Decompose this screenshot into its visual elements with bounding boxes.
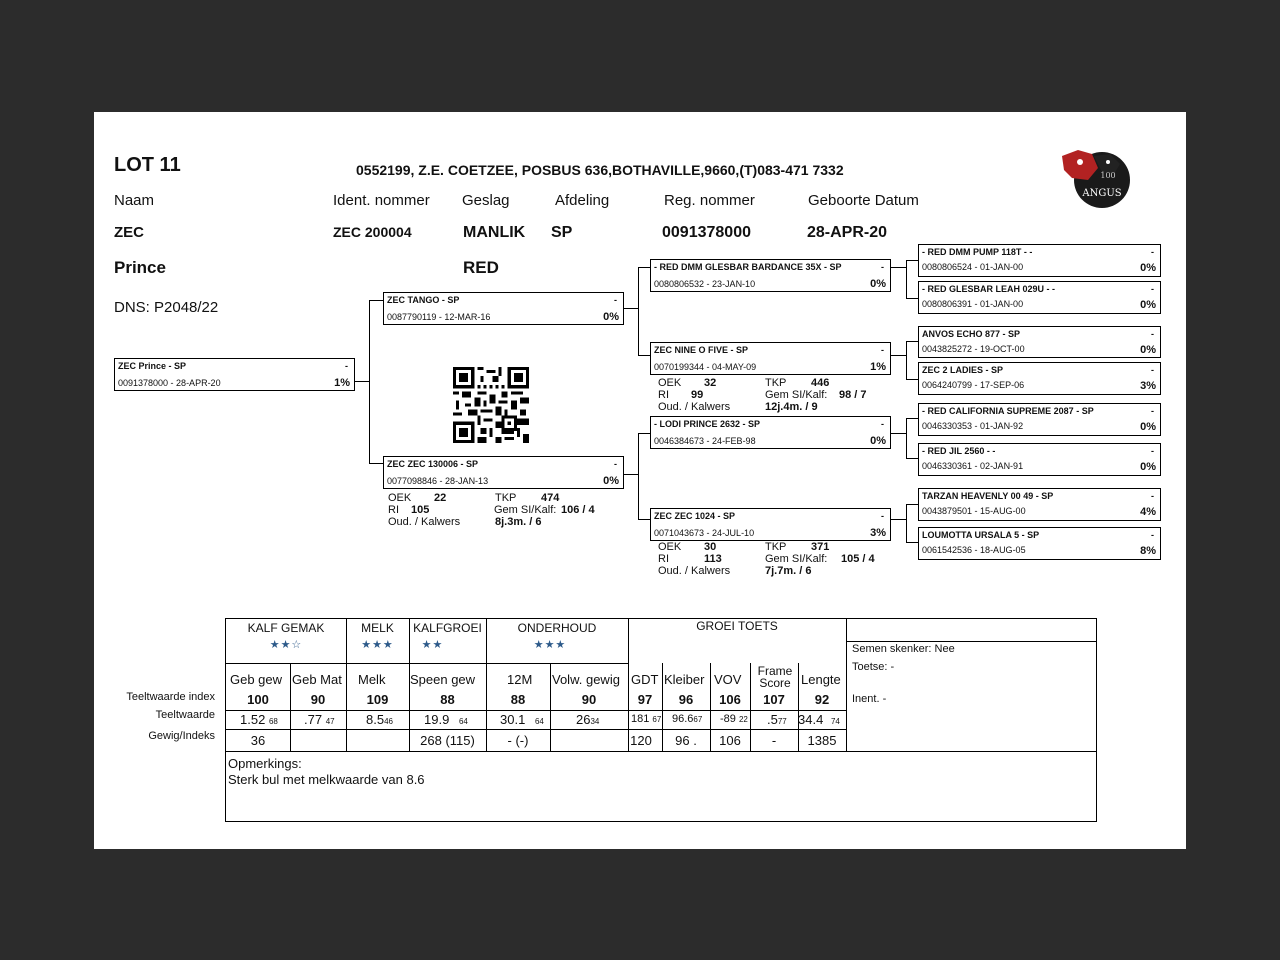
- teelt-vov: -89 22: [720, 713, 748, 725]
- lot-number: LOT 11: [114, 154, 181, 176]
- gewig-vov: 106: [719, 733, 741, 748]
- toetse: Toetse: -: [852, 661, 895, 673]
- gewig-frame: -: [771, 733, 777, 748]
- gewig-speen: 268 (115): [420, 733, 475, 748]
- col-kleiber: Kleiber: [664, 672, 705, 687]
- qr-code: [451, 367, 531, 443]
- pedigree-g5: - RED CALIFORNIA SUPREME 2087 - SP - 0046330353 - 01-JAN-92 0%: [918, 403, 1161, 436]
- teelt-melk: 8.546: [366, 712, 393, 727]
- pedigree-sire-sire: - RED DMM GLESBAR BARDANCE 35X - SP - 0080806532 - 23-JAN-10 0%: [650, 259, 891, 292]
- pedigree-dam: ZEC ZEC 130006 - SP - 0077098846 - 28-JAN-13 0%: [383, 456, 624, 489]
- index-volw: 90: [581, 692, 597, 707]
- col-melk: Melk: [358, 672, 386, 687]
- teelt-volw: 2634: [576, 712, 600, 727]
- index-12m: 88: [510, 692, 526, 707]
- pedigree-dam-sire: - LODI PRINCE 2632 - SP - 0046384673 - 24-FEB-98 0%: [650, 416, 891, 449]
- teelt-frame: .577: [767, 712, 787, 727]
- remarks-text: Sterk bul met melkwaarde van 8.6: [228, 772, 425, 787]
- stars-melk: ★★★: [361, 639, 394, 651]
- stars-kalfgroei: ★★: [421, 639, 444, 651]
- col-geb-gew: Geb gew: [230, 672, 283, 687]
- geslag-value: MANLIK: [463, 224, 526, 241]
- group-groeitoets: GROEI TOETS: [696, 619, 778, 633]
- dam-stats: OEK 22 TKP 474 RI 105 Gem SI/Kalf: 106 / 4 Oud. / Kalwers 8j.3m. / 6: [388, 492, 595, 528]
- gewig-geb-gew: 36: [250, 733, 266, 748]
- gewig-lengte: 1385: [807, 733, 837, 748]
- row-label-gewig: Gewig/Indeks: [148, 730, 215, 742]
- naam-value-1: ZEC: [114, 224, 144, 241]
- group-kalfgroei: KALFGROEI: [413, 621, 482, 635]
- pedigree-sire-dam: ZEC NINE O FIVE - SP - 0070199344 - 04-MAY-09 1%: [650, 342, 891, 375]
- reg-value: 0091378000: [662, 224, 751, 241]
- performance-table: [225, 618, 1097, 822]
- label-afdeling: Afdeling: [555, 192, 610, 209]
- label-geslag: Geslag: [462, 192, 510, 209]
- teelt-gdt: 181 67: [631, 713, 662, 725]
- col-frame-score: Frame Score: [757, 664, 793, 690]
- dam-dam-stats: OEK 30 TKP 371 RI 113 Gem SI/Kalf: 105 / 4 Oud. / Kalwers 7j.7m. / 6: [658, 541, 875, 577]
- stars-kalfgemak: ★★☆: [269, 639, 303, 651]
- pedigree-dam-dam: ZEC ZEC 1024 - SP - 0071043673 - 24-JUL-10 3%: [650, 508, 891, 541]
- dns-number: DNS: P2048/22: [114, 299, 219, 316]
- teelt-lengte: 34.4 74: [798, 712, 840, 727]
- svg-text:100: 100: [1100, 171, 1116, 180]
- col-lengte: Lengte: [801, 672, 841, 687]
- col-12m: 12M: [507, 672, 533, 687]
- angus-logo: [1058, 146, 1136, 212]
- label-reg: Reg. nommer: [664, 192, 755, 209]
- index-geb-gew: 100: [247, 692, 269, 707]
- teelt-geb-mat: .77 47: [304, 712, 335, 727]
- pedigree-g7: TARZAN HEAVENLY 00 49 - SP - 0043879501 - 15-AUG-00 4%: [918, 488, 1161, 521]
- pedigree-g2: - RED GLESBAR LEAH 029U - - - 0080806391 - 01-JAN-00 0%: [918, 281, 1161, 314]
- label-geboorte: Geboorte Datum: [808, 192, 919, 209]
- semen-donor: Semen skenker: Nee: [852, 643, 955, 655]
- col-geb-mat: Geb Mat: [292, 672, 342, 687]
- teelt-speen: 19.9 64: [424, 712, 468, 727]
- row-label-teelt: Teeltwaarde: [155, 709, 215, 721]
- ident-value: ZEC 200004: [333, 224, 412, 240]
- index-kleiber: 96: [678, 692, 694, 707]
- svg-text:ANGUS: ANGUS: [1082, 188, 1122, 199]
- geboorte-value: 28-APR-20: [807, 224, 888, 241]
- sire-dam-stats: OEK 32 TKP 446 RI 99 Gem SI/Kalf: 98 / 7 Oud. / Kalwers 12j.4m. / 9: [658, 377, 867, 413]
- col-speen-gew: Speen gew: [410, 672, 476, 687]
- stars-onderhoud: ★★★: [533, 639, 567, 651]
- owner-line: 0552199, Z.E. COETZEE, POSBUS 636,BOTHAVILLE,9660,(T)083-471 7332: [356, 162, 844, 178]
- group-kalfgemak: KALF GEMAK: [247, 621, 325, 635]
- pedigree-subject: ZEC Prince - SP - 0091378000 - 28-APR-20 1%: [114, 358, 355, 391]
- colour-value: RED: [463, 258, 499, 277]
- teelt-geb-gew: 1.52 68: [240, 712, 278, 727]
- gewig-kleiber: 96 .: [675, 733, 697, 748]
- teelt-kleiber: 96.667: [672, 713, 703, 725]
- inent: Inent. -: [852, 693, 887, 705]
- remarks-label: Opmerkings:: [228, 756, 302, 771]
- naam-value-2: Prince: [114, 258, 166, 277]
- afdeling-value: SP: [551, 224, 573, 241]
- col-gdt: GDT: [631, 672, 659, 687]
- pedigree-g1: - RED DMM PUMP 118T - - - 0080806524 - 01-JAN-00 0%: [918, 244, 1161, 277]
- index-lengte: 92: [814, 692, 830, 707]
- index-melk: 109: [366, 692, 389, 707]
- pedigree-sire: ZEC TANGO - SP - 0087790119 - 12-MAR-16 0%: [383, 292, 624, 325]
- index-frame: 107: [763, 692, 785, 707]
- pedigree-g3: ANVOS ECHO 877 - SP - 0043825272 - 19-OCT-00 0%: [918, 326, 1161, 358]
- teelt-12m: 30.1 64: [500, 712, 544, 727]
- gewig-gdt: 120: [630, 733, 652, 748]
- group-onderhoud: ONDERHOUD: [517, 621, 597, 635]
- pedigree-g4: ZEC 2 LADIES - SP - 0064240799 - 17-SEP-06 3%: [918, 362, 1161, 395]
- index-vov: 106: [719, 692, 741, 707]
- row-label-index: Teeltwaarde index: [126, 691, 215, 703]
- gewig-12m: - (-): [507, 733, 529, 748]
- col-vov: VOV: [714, 672, 742, 687]
- label-ident: Ident. nommer: [333, 192, 430, 209]
- index-geb-mat: 90: [310, 692, 326, 707]
- index-gdt: 97: [637, 692, 653, 707]
- index-speen: 88: [440, 692, 455, 707]
- label-naam: Naam: [114, 192, 155, 209]
- catalog-page: [94, 112, 1186, 849]
- col-volw-gewig: Volw. gewig: [552, 672, 620, 687]
- pedigree-g6: - RED JIL 2560 - - - 0046330361 - 02-JAN-91 0%: [918, 443, 1161, 476]
- group-melk: MELK: [361, 621, 394, 635]
- pedigree-g8: LOUMOTTA URSALA 5 - SP - 0061542536 - 18-AUG-05 8%: [918, 527, 1161, 560]
